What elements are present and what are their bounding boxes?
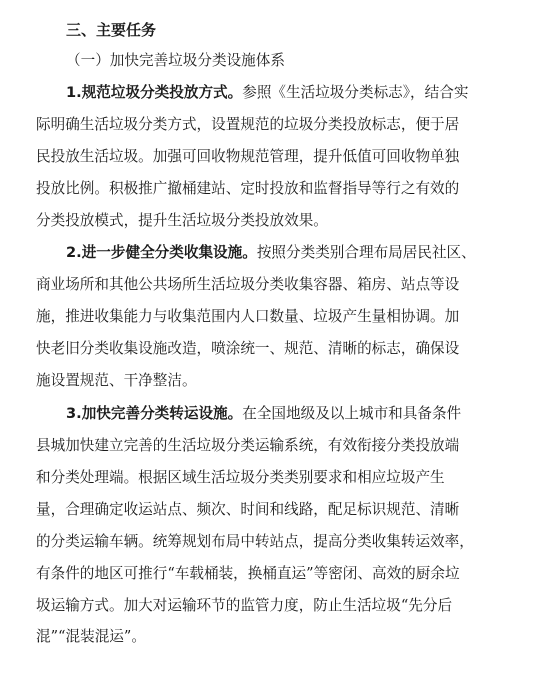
item-2-line-4: 施设置规范、干净整洁。 (36, 372, 197, 389)
item-3-line-7: 混”“混装混运”。 (36, 628, 146, 645)
item-3-line-0: 在全国地级及以上城市和具备条件 (242, 405, 462, 422)
item-3-lead: 3.加快完善分类转运设施。 (66, 405, 243, 422)
item-1-line-2: 民投放生活垃圾。加强可回收物规范管理，提升低值可回收物单独 (36, 148, 460, 165)
item-2-line-0: 按照分类类别合理布局居民社区、 (256, 244, 476, 261)
item-3-line-5: 有条件的地区可推行“车载桶装，换桶直运”等密闭、高效的厨余垃 (36, 565, 460, 582)
item-1-lead: 1.规范垃圾分类投放方式。 (66, 84, 243, 101)
item-2-line-1: 商业场所和其他公共场所生活垃圾分类收集容器、箱房、站点等设 (36, 276, 460, 293)
item-3-line-3: 量，合理确定收运站点、频次、时间和线路，配足标识规范、清晰 (36, 501, 460, 518)
item-1-line-0: 参照《生活垃圾分类标志》，结合实 (242, 84, 469, 101)
item-2-lead: 2.进一步健全分类收集设施。 (66, 244, 257, 261)
item-1-line-1: 际明确生活垃圾分类方式，设置规范的垃圾分类投放标志，便于居 (36, 116, 460, 133)
item-3-line-4: 的分类运输车辆。统筹规划布局中转站点，提高分类收集转运效率， (36, 533, 474, 550)
item-2-line-2: 施，推进收集能力与收集范围内人口数量、垃圾产生量相协调。加 (36, 308, 460, 325)
item-2-first-line (66, 243, 551, 263)
item-1-line-4: 分类投放模式，提升生活垃圾分类投放效果。 (36, 212, 328, 229)
item-3-line-2: 和分类处理端。根据区域生活垃圾分类类别要求和相应垃圾产生 (36, 469, 445, 486)
item-3-line-1: 县城加快建立完善的生活垃圾分类运输系统，有效衔接分类投放端 (36, 437, 460, 454)
item-1-line-3: 投放比例。积极推广撤桶建站、定时投放和监督指导等行之有效的 (36, 180, 460, 197)
item-2-line-3: 快老旧分类收集设施改造，喷涂统一、规范、清晰的标志，确保设 (36, 340, 460, 357)
item-3-first-line (66, 404, 551, 424)
item-1-first-line (66, 83, 551, 103)
section-1-title: （一）加快完善垃圾分类设施体系 (66, 52, 285, 69)
main-heading: 三、主要任务 (66, 21, 157, 39)
item-3-line-6: 圾运输方式。加大对运输环节的监管力度，防止生活垃圾“先分后 (36, 597, 453, 614)
